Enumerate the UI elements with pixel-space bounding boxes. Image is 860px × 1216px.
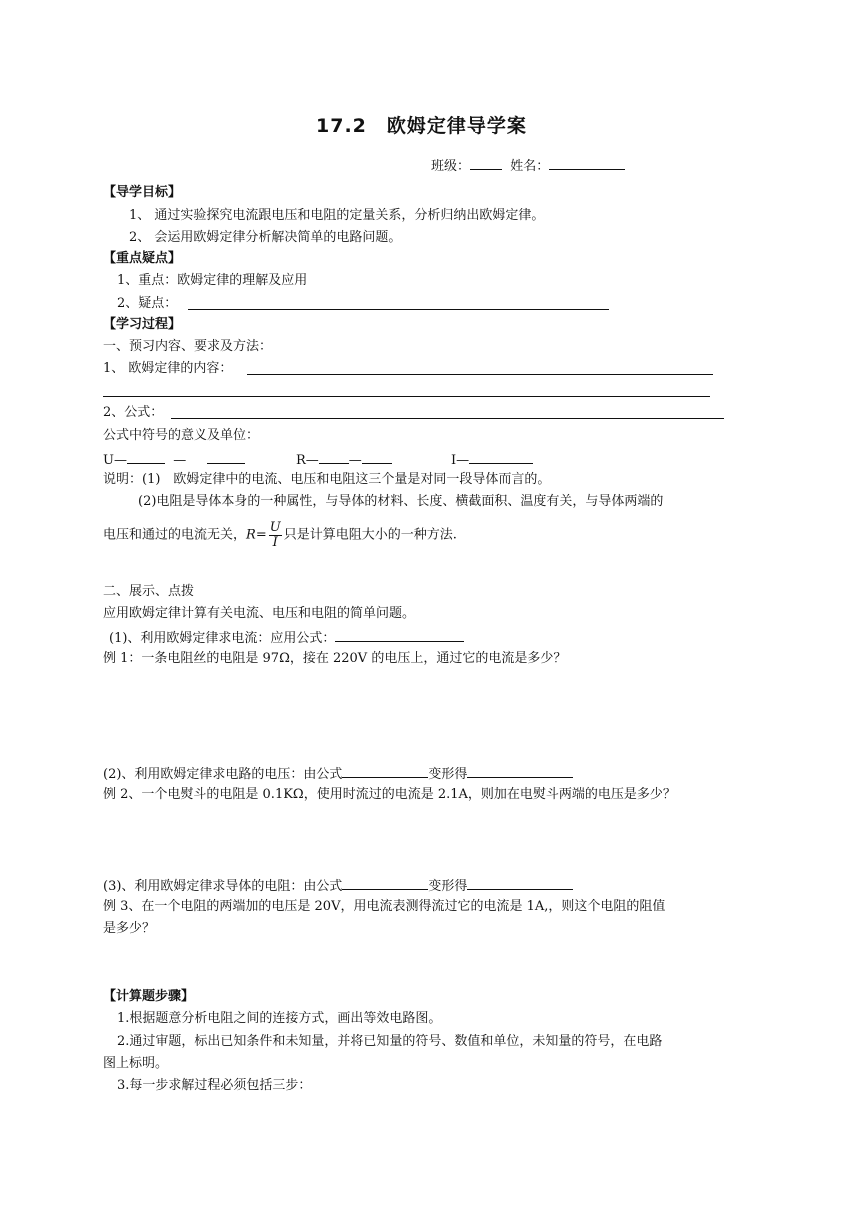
key-point-doubt-label: 2、疑点： (117, 296, 178, 311)
formula-r: R (246, 527, 256, 543)
name-blank[interactable] (549, 158, 625, 170)
class-blank[interactable] (470, 158, 502, 170)
symbol-u-dash: — (173, 453, 187, 468)
formula-answer-line[interactable] (171, 418, 724, 419)
doubt-answer-line[interactable] (188, 309, 609, 310)
item2-label: 2、公式： (103, 405, 164, 420)
part2-intro: 应用欧姆定律计算有关电流、电压和电阻的简单问题。 (103, 606, 416, 621)
key-points-heading: 【重点疑点】 (103, 251, 182, 266)
q2-transform-blank[interactable] (467, 766, 573, 778)
symbol-r-blank-1[interactable] (319, 452, 349, 464)
formula-eq: = (255, 527, 267, 543)
symbol-u-blank-2[interactable] (207, 452, 245, 464)
q3-mid: 变形得 (428, 879, 468, 894)
symbol-r-row (296, 452, 392, 467)
steps-heading: 【计算题步骤】 (103, 989, 195, 1004)
note-1: 说明：(1) 欧姆定律中的电流、电压和电阻这三个量是对同一段导体而言的。 (103, 472, 551, 487)
step-1: 1.根据题意分析电阻之间的连接方式，画出等效电路图。 (117, 1011, 442, 1026)
formula-numerator: U (269, 520, 281, 535)
example-2: 例 2、一个电熨斗的电阻是 0.1KΩ，使用时流过的电流是 2.1A，则加在电熨斗两端的电压是多少？ (103, 787, 676, 802)
q2-label: (2)、利用欧姆定律求电路的电压：由公式 (103, 767, 343, 782)
step-3: 3.每一步求解过程必须包括三步： (117, 1078, 312, 1093)
q1-row (109, 630, 464, 645)
symbol-u-blank-1[interactable] (127, 452, 165, 464)
name-label: 姓名： (510, 159, 550, 174)
part2-title: 二、展示、点拨 (103, 584, 195, 599)
symbol-i-blank-2[interactable] (499, 452, 533, 464)
symbol-i: I— (451, 453, 470, 468)
note-2-line-2 (103, 521, 457, 549)
q2-row (103, 766, 573, 781)
class-label: 班级： (431, 159, 471, 174)
symbol-r-blank-2[interactable] (362, 452, 392, 464)
q2-mid: 变形得 (428, 767, 468, 782)
symbol-r-dash: — (348, 453, 362, 468)
formula-fraction (269, 521, 282, 549)
symbol-i-row (451, 452, 533, 467)
q3-row (103, 878, 573, 893)
symbol-i-blank-1[interactable] (469, 452, 499, 464)
symbol-r: R— (296, 453, 319, 468)
q3-label: (3)、利用欧姆定律求导体的电阻：由公式 (103, 879, 343, 894)
symbol-u-row (103, 452, 245, 467)
item1-label: 1、 欧姆定律的内容： (103, 361, 233, 376)
q3-transform-blank[interactable] (467, 878, 573, 890)
note-2-line-1: (2)电阻是导体本身的一种属性，与导体的材料、长度、横截面积、温度有关，与导体两端的 (138, 494, 664, 509)
example-1: 例 1：一条电阻丝的电阻是 97Ω，接在 220V 的电压上，通过它的电流是多少？ (103, 651, 567, 666)
example-3-line-1: 例 3、在一个电阻的两端加的电压是 20V，用电流表测得流过它的电流是 1A,，则这个电阻的阻值 (103, 899, 666, 914)
example-3-line-2: 是多少？ (103, 921, 156, 936)
part1-title: 一、预习内容、要求及方法： (103, 339, 273, 354)
q2-formula-blank[interactable] (342, 766, 428, 778)
key-point-focus: 1、重点：欧姆定律的理解及应用 (117, 273, 308, 288)
note-2-suffix: 只是计算电阻大小的一种方法. (283, 527, 457, 543)
step-2-line-1: 2.通过审题，标出已知条件和未知量，并将已知量的符号、数值和单位，未知量的符号，在电路 (117, 1034, 663, 1049)
objectives-heading: 【导学目标】 (103, 185, 182, 200)
note-2-prefix: 电压和通过的电流无关， (103, 527, 247, 543)
item1-answer-line[interactable] (247, 374, 713, 375)
formula-denominator: I (272, 534, 278, 550)
q1-label: (1)、利用欧姆定律求电流：应用公式： (109, 631, 336, 646)
q1-formula-blank[interactable] (335, 630, 464, 642)
page-title: 17.2 欧姆定律导学案 (316, 115, 527, 137)
q3-formula-blank[interactable] (342, 878, 428, 890)
objective-item-2: 2、 会运用欧姆定律分析解决简单的电路问题。 (129, 230, 402, 245)
step-2-line-2: 图上标明。 (103, 1056, 169, 1071)
objective-item-1: 1、 通过实验探究电流跟电压和电阻的定量关系，分析归纳出欧姆定律。 (129, 208, 545, 223)
item1-answer-line-2[interactable] (103, 396, 710, 397)
class-name-row (431, 158, 625, 173)
symbol-u: U— (103, 453, 127, 468)
process-heading: 【学习过程】 (103, 317, 182, 332)
symbols-title: 公式中符号的意义及单位： (103, 428, 260, 443)
